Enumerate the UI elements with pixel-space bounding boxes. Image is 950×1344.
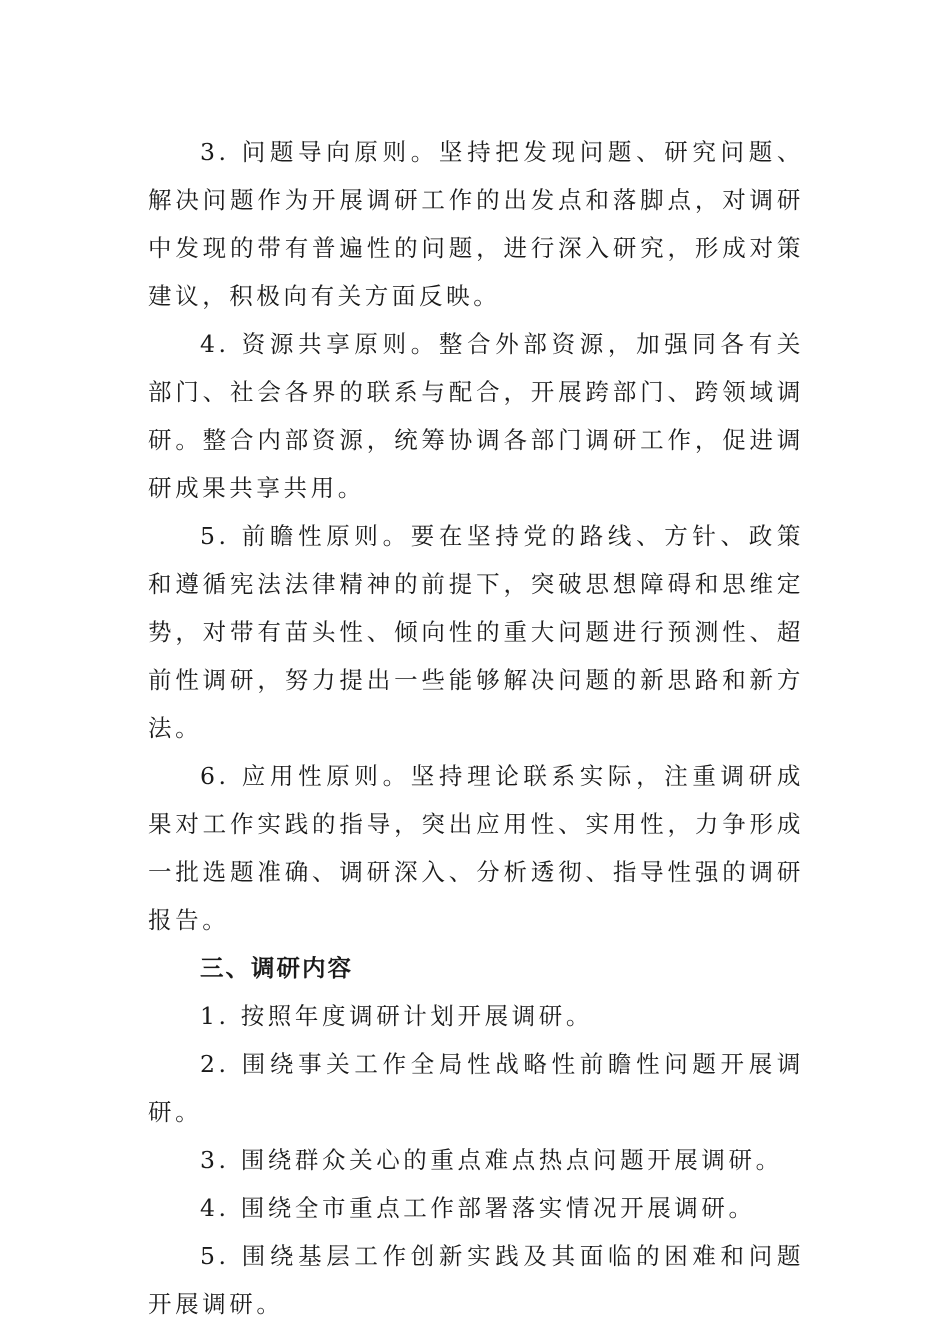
content-item: 2. 围绕事关工作全局性战略性前瞻性问题开展调研。 — [148, 1050, 804, 1126]
principle-paragraph: 4. 资源共享原则。整合外部资源，加强同各有关部门、社会各界的联系与配合，开展跨部门、跨领域调研。整合内部资源，统筹协调各部门调研工作，促进调研成果共享共用。 — [148, 330, 804, 502]
content-item: 1. 按照年度调研计划开展调研。 — [200, 1002, 593, 1030]
content-item: 4. 围绕全市重点工作部署落实情况开展调研。 — [200, 1194, 756, 1222]
content-item: 5. 围绕基层工作创新实践及其面临的困难和问题开展调研。 — [148, 1242, 804, 1318]
content-item: 3. 围绕群众关心的重点难点热点问题开展调研。 — [200, 1146, 783, 1174]
principle-paragraph: 6. 应用性原则。坚持理论联系实际，注重调研成果对工作实践的指导，突出应用性、实用性，力争形成一批选题准确、调研深入、分析透彻、指导性强的调研报告。 — [148, 762, 804, 934]
section-heading: 三、调研内容 — [200, 954, 353, 982]
document-body — [148, 128, 804, 1328]
principle-paragraph: 5. 前瞻性原则。要在坚持党的路线、方针、政策和遵循宪法法律精神的前提下，突破思想障碍和思维定势，对带有苗头性、倾向性的重大问题进行预测性、超前性调研，努力提出一些能够解决问题的新思路和新方法。 — [148, 522, 804, 742]
principle-paragraph: 3. 问题导向原则。坚持把发现问题、研究问题、解决问题作为开展调研工作的出发点和落脚点，对调研中发现的带有普遍性的问题，进行深入研究，形成对策建议，积极向有关方面反映。 — [148, 138, 804, 310]
